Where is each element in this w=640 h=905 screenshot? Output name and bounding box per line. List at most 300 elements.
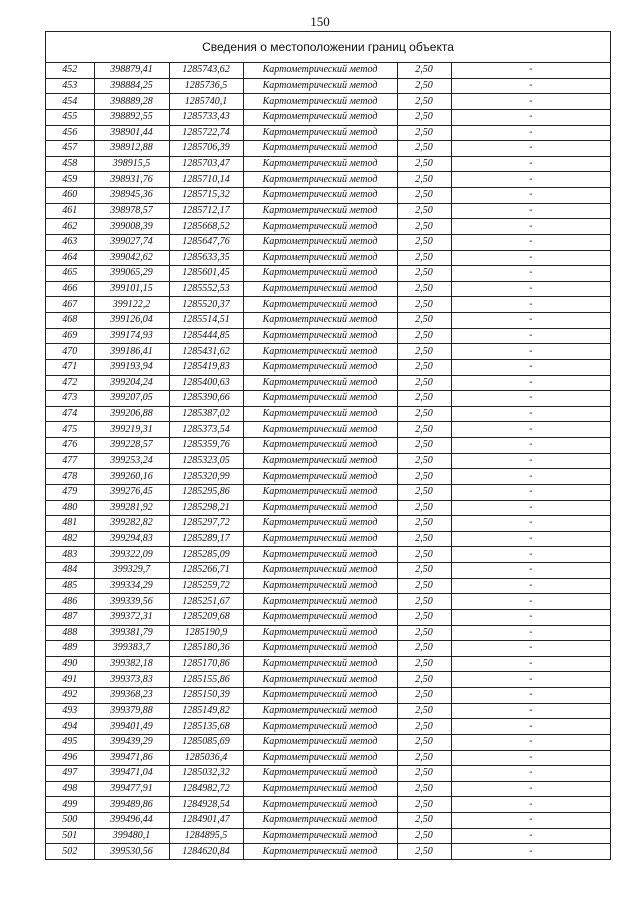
y-coordinate-cell: 1285703,47: [169, 156, 243, 172]
y-coordinate-cell: 1285359,76: [169, 438, 243, 454]
table-row: [46, 266, 610, 282]
point-number-cell: 472: [46, 375, 94, 391]
point-number-cell: 467: [46, 297, 94, 313]
description-cell: -: [451, 641, 610, 657]
x-coordinate-cell: 399281,92: [94, 500, 169, 516]
method-cell: Картометрический метод: [243, 63, 397, 78]
table-row: [46, 547, 610, 563]
point-number-cell: 487: [46, 609, 94, 625]
method-cell: Картометрический метод: [243, 344, 397, 360]
y-coordinate-cell: 1285400,63: [169, 375, 243, 391]
x-coordinate-cell: 398978,57: [94, 203, 169, 219]
precision-cell: 2,50: [397, 188, 451, 204]
table-row: [46, 391, 610, 407]
x-coordinate-cell: 399496,44: [94, 813, 169, 829]
precision-cell: 2,50: [397, 578, 451, 594]
y-coordinate-cell: 1285320,99: [169, 469, 243, 485]
precision-cell: 2,50: [397, 563, 451, 579]
precision-cell: 2,50: [397, 734, 451, 750]
method-cell: Картометрический метод: [243, 375, 397, 391]
table-row: [46, 172, 610, 188]
method-cell: Картометрический метод: [243, 641, 397, 657]
x-coordinate-cell: 399219,31: [94, 422, 169, 438]
x-coordinate-cell: 399122,2: [94, 297, 169, 313]
method-cell: Картометрический метод: [243, 453, 397, 469]
point-number-cell: 463: [46, 234, 94, 250]
x-coordinate-cell: 399383,7: [94, 641, 169, 657]
method-cell: Картометрический метод: [243, 78, 397, 94]
precision-cell: 2,50: [397, 359, 451, 375]
method-cell: Картометрический метод: [243, 94, 397, 110]
method-cell: Картометрический метод: [243, 234, 397, 250]
table-row: [46, 234, 610, 250]
x-coordinate-cell: 399282,82: [94, 516, 169, 532]
method-cell: Картометрический метод: [243, 219, 397, 235]
description-cell: -: [451, 219, 610, 235]
precision-cell: 2,50: [397, 219, 451, 235]
x-coordinate-cell: 399471,04: [94, 766, 169, 782]
precision-cell: 2,50: [397, 844, 451, 859]
table-row: [46, 672, 610, 688]
table-row: [46, 766, 610, 782]
description-cell: -: [451, 359, 610, 375]
table-row: [46, 203, 610, 219]
point-number-cell: 490: [46, 656, 94, 672]
precision-cell: 2,50: [397, 250, 451, 266]
x-coordinate-cell: 398892,55: [94, 109, 169, 125]
table-row: [46, 750, 610, 766]
x-coordinate-cell: 399379,88: [94, 703, 169, 719]
y-coordinate-cell: 1284928,54: [169, 797, 243, 813]
description-cell: -: [451, 547, 610, 563]
method-cell: Картометрический метод: [243, 250, 397, 266]
y-coordinate-cell: 1285295,86: [169, 484, 243, 500]
y-coordinate-cell: 1285251,67: [169, 594, 243, 610]
method-cell: Картометрический метод: [243, 828, 397, 844]
y-coordinate-cell: 1285736,5: [169, 78, 243, 94]
method-cell: Картометрический метод: [243, 516, 397, 532]
table-row: [46, 578, 610, 594]
x-coordinate-cell: 399382,18: [94, 656, 169, 672]
x-coordinate-cell: 399228,57: [94, 438, 169, 454]
y-coordinate-cell: 1285710,14: [169, 172, 243, 188]
description-cell: -: [451, 844, 610, 859]
description-cell: -: [451, 625, 610, 641]
point-number-cell: 489: [46, 641, 94, 657]
table-row: [46, 563, 610, 579]
point-number-cell: 459: [46, 172, 94, 188]
x-coordinate-cell: 399322,09: [94, 547, 169, 563]
table-row: [46, 500, 610, 516]
y-coordinate-cell: 1285150,39: [169, 688, 243, 704]
table-row: [46, 516, 610, 532]
y-coordinate-cell: 1285149,82: [169, 703, 243, 719]
table-row: [46, 828, 610, 844]
point-number-cell: 471: [46, 359, 94, 375]
table-row: [46, 844, 610, 859]
description-cell: -: [451, 750, 610, 766]
table-row: [46, 609, 610, 625]
point-number-cell: 484: [46, 563, 94, 579]
method-cell: Картометрический метод: [243, 500, 397, 516]
point-number-cell: 499: [46, 797, 94, 813]
description-cell: -: [451, 188, 610, 204]
y-coordinate-cell: 1285298,21: [169, 500, 243, 516]
description-cell: -: [451, 672, 610, 688]
point-number-cell: 500: [46, 813, 94, 829]
method-cell: Картометрический метод: [243, 578, 397, 594]
method-cell: Картометрический метод: [243, 672, 397, 688]
table-row: [46, 703, 610, 719]
table-row: [46, 281, 610, 297]
x-coordinate-cell: 398884,25: [94, 78, 169, 94]
x-coordinate-cell: 399373,83: [94, 672, 169, 688]
y-coordinate-cell: 1285170,86: [169, 656, 243, 672]
y-coordinate-cell: 1285266,71: [169, 563, 243, 579]
table-row: [46, 78, 610, 94]
description-cell: -: [451, 703, 610, 719]
method-cell: Картометрический метод: [243, 297, 397, 313]
point-number-cell: 469: [46, 328, 94, 344]
precision-cell: 2,50: [397, 63, 451, 78]
y-coordinate-cell: 1285601,45: [169, 266, 243, 282]
point-number-cell: 474: [46, 406, 94, 422]
x-coordinate-cell: 398879,41: [94, 63, 169, 78]
y-coordinate-cell: 1285180,36: [169, 641, 243, 657]
y-coordinate-cell: 1285444,85: [169, 328, 243, 344]
y-coordinate-cell: 1285297,72: [169, 516, 243, 532]
description-cell: -: [451, 109, 610, 125]
point-number-cell: 456: [46, 125, 94, 141]
precision-cell: 2,50: [397, 94, 451, 110]
description-cell: -: [451, 313, 610, 329]
description-cell: -: [451, 94, 610, 110]
point-number-cell: 486: [46, 594, 94, 610]
method-cell: Картометрический метод: [243, 531, 397, 547]
point-number-cell: 501: [46, 828, 94, 844]
point-number-cell: 461: [46, 203, 94, 219]
table-row: [46, 297, 610, 313]
precision-cell: 2,50: [397, 156, 451, 172]
description-cell: -: [451, 203, 610, 219]
point-number-cell: 470: [46, 344, 94, 360]
y-coordinate-cell: 1285431,62: [169, 344, 243, 360]
x-coordinate-cell: 399207,05: [94, 391, 169, 407]
method-cell: Картометрический метод: [243, 156, 397, 172]
precision-cell: 2,50: [397, 141, 451, 157]
description-cell: -: [451, 609, 610, 625]
description-cell: -: [451, 656, 610, 672]
point-number-cell: 457: [46, 141, 94, 157]
method-cell: Картометрический метод: [243, 141, 397, 157]
description-cell: -: [451, 688, 610, 704]
y-coordinate-cell: 1285190,9: [169, 625, 243, 641]
method-cell: Картометрический метод: [243, 703, 397, 719]
point-number-cell: 468: [46, 313, 94, 329]
table-row: [46, 688, 610, 704]
y-coordinate-cell: 1285722,74: [169, 125, 243, 141]
precision-cell: 2,50: [397, 266, 451, 282]
x-coordinate-cell: 399339,56: [94, 594, 169, 610]
y-coordinate-cell: 1285715,32: [169, 188, 243, 204]
precision-cell: 2,50: [397, 422, 451, 438]
x-coordinate-cell: 399477,91: [94, 781, 169, 797]
y-coordinate-cell: 1285085,69: [169, 734, 243, 750]
description-cell: -: [451, 234, 610, 250]
table-row: [46, 250, 610, 266]
y-coordinate-cell: 1285209,68: [169, 609, 243, 625]
precision-cell: 2,50: [397, 609, 451, 625]
point-number-cell: 465: [46, 266, 94, 282]
description-cell: -: [451, 172, 610, 188]
x-coordinate-cell: 398912,88: [94, 141, 169, 157]
x-coordinate-cell: 399008,39: [94, 219, 169, 235]
precision-cell: 2,50: [397, 297, 451, 313]
description-cell: -: [451, 469, 610, 485]
method-cell: Картометрический метод: [243, 766, 397, 782]
description-cell: -: [451, 484, 610, 500]
description-cell: -: [451, 719, 610, 735]
precision-cell: 2,50: [397, 703, 451, 719]
precision-cell: 2,50: [397, 78, 451, 94]
table-row: [46, 375, 610, 391]
description-cell: -: [451, 250, 610, 266]
table-row: [46, 125, 610, 141]
x-coordinate-cell: 399294,83: [94, 531, 169, 547]
description-cell: -: [451, 125, 610, 141]
point-number-cell: 473: [46, 391, 94, 407]
y-coordinate-cell: 1285520,37: [169, 297, 243, 313]
description-cell: -: [451, 344, 610, 360]
description-cell: -: [451, 391, 610, 407]
x-coordinate-cell: 399334,29: [94, 578, 169, 594]
table-row: [46, 328, 610, 344]
method-cell: Картометрический метод: [243, 422, 397, 438]
precision-cell: 2,50: [397, 594, 451, 610]
table-row: [46, 406, 610, 422]
table-row: [46, 219, 610, 235]
method-cell: Картометрический метод: [243, 266, 397, 282]
x-coordinate-cell: 399530,56: [94, 844, 169, 859]
x-coordinate-cell: 399329,7: [94, 563, 169, 579]
point-number-cell: 496: [46, 750, 94, 766]
description-cell: -: [451, 141, 610, 157]
x-coordinate-cell: 399065,29: [94, 266, 169, 282]
table-row: [46, 656, 610, 672]
y-coordinate-cell: 1285668,52: [169, 219, 243, 235]
precision-cell: 2,50: [397, 391, 451, 407]
description-cell: -: [451, 516, 610, 532]
precision-cell: 2,50: [397, 453, 451, 469]
description-cell: -: [451, 406, 610, 422]
method-cell: Картометрический метод: [243, 328, 397, 344]
description-cell: -: [451, 438, 610, 454]
table-row: [46, 109, 610, 125]
table-row: [46, 453, 610, 469]
table-row: [46, 781, 610, 797]
y-coordinate-cell: 1285743,62: [169, 63, 243, 78]
precision-cell: 2,50: [397, 375, 451, 391]
method-cell: Картометрический метод: [243, 484, 397, 500]
point-number-cell: 452: [46, 63, 94, 78]
description-cell: -: [451, 453, 610, 469]
y-coordinate-cell: 1285633,35: [169, 250, 243, 266]
point-number-cell: 480: [46, 500, 94, 516]
precision-cell: 2,50: [397, 516, 451, 532]
y-coordinate-cell: 1285155,86: [169, 672, 243, 688]
method-cell: Картометрический метод: [243, 203, 397, 219]
precision-cell: 2,50: [397, 172, 451, 188]
x-coordinate-cell: 398945,36: [94, 188, 169, 204]
x-coordinate-cell: 398931,76: [94, 172, 169, 188]
table-row: [46, 594, 610, 610]
method-cell: Картометрический метод: [243, 188, 397, 204]
method-cell: Картометрический метод: [243, 813, 397, 829]
point-number-cell: 495: [46, 734, 94, 750]
method-cell: Картометрический метод: [243, 438, 397, 454]
method-cell: Картометрический метод: [243, 750, 397, 766]
table-row: [46, 719, 610, 735]
point-number-cell: 491: [46, 672, 94, 688]
table-row: [46, 625, 610, 641]
precision-cell: 2,50: [397, 469, 451, 485]
x-coordinate-cell: 399204,24: [94, 375, 169, 391]
x-coordinate-cell: 399381,79: [94, 625, 169, 641]
x-coordinate-cell: 399439,29: [94, 734, 169, 750]
description-cell: -: [451, 78, 610, 94]
description-cell: -: [529, 64, 533, 76]
point-number-cell: 478: [46, 469, 94, 485]
precision-cell: 2,50: [397, 125, 451, 141]
y-coordinate-cell: 1285552,53: [169, 281, 243, 297]
table-row: [46, 188, 610, 204]
method-cell: Картометрический метод: [243, 734, 397, 750]
x-coordinate-cell: 399253,24: [94, 453, 169, 469]
table-row: [46, 531, 610, 547]
y-coordinate-cell: 1285712,17: [169, 203, 243, 219]
description-cell: -: [451, 828, 610, 844]
coordinates-table-body: [46, 63, 610, 859]
x-coordinate-cell: 399276,45: [94, 484, 169, 500]
precision-cell: 2,50: [397, 109, 451, 125]
description-cell: -: [451, 531, 610, 547]
method-cell: Картометрический метод: [243, 594, 397, 610]
x-coordinate-cell: 399206,88: [94, 406, 169, 422]
x-coordinate-cell: 399480,1: [94, 828, 169, 844]
y-coordinate-cell: 1285740,1: [169, 94, 243, 110]
precision-cell: 2,50: [397, 500, 451, 516]
method-cell: Картометрический метод: [243, 406, 397, 422]
precision-cell: 2,50: [397, 203, 451, 219]
y-coordinate-cell: 1284620,84: [169, 844, 243, 859]
x-coordinate-cell: 399174,93: [94, 328, 169, 344]
precision-cell: 2,50: [397, 641, 451, 657]
table-row: [46, 484, 610, 500]
precision-cell: 2,50: [397, 688, 451, 704]
precision-cell: 2,50: [397, 625, 451, 641]
precision-cell: 2,50: [397, 313, 451, 329]
table-row: [46, 438, 610, 454]
point-number-cell: 475: [46, 422, 94, 438]
method-cell: Картометрический метод: [243, 656, 397, 672]
precision-cell: 2,50: [397, 234, 451, 250]
y-coordinate-cell: 1284982,72: [169, 781, 243, 797]
precision-cell: 2,50: [397, 406, 451, 422]
table-row: [46, 422, 610, 438]
description-cell: -: [451, 781, 610, 797]
point-number-cell: 498: [46, 781, 94, 797]
y-coordinate-cell: 1285289,17: [169, 531, 243, 547]
method-cell: Картометрический метод: [243, 609, 397, 625]
description-cell: -: [451, 766, 610, 782]
table-title: Сведения о местоположении границ объекта: [46, 32, 610, 63]
point-number-cell: 453: [46, 78, 94, 94]
boundary-table-frame: [45, 31, 611, 860]
description-cell: -: [451, 281, 610, 297]
x-coordinate-cell: 398901,44: [94, 125, 169, 141]
description-cell: -: [451, 156, 610, 172]
y-coordinate-cell: 1285733,43: [169, 109, 243, 125]
method-cell: Картометрический метод: [243, 781, 397, 797]
x-coordinate-cell: 399368,23: [94, 688, 169, 704]
method-cell: Картометрический метод: [243, 563, 397, 579]
method-cell: Картометрический метод: [243, 469, 397, 485]
method-cell: Картометрический метод: [243, 391, 397, 407]
coordinates-table: [46, 63, 610, 859]
precision-cell: 2,50: [397, 328, 451, 344]
precision-cell: 2,50: [397, 547, 451, 563]
precision-cell: 2,50: [397, 484, 451, 500]
x-coordinate-cell: 398915,5: [94, 156, 169, 172]
method-cell: Картометрический метод: [243, 172, 397, 188]
point-number-cell: 477: [46, 453, 94, 469]
description-cell: -: [451, 594, 610, 610]
y-coordinate-cell: 1285032,32: [169, 766, 243, 782]
table-row: [46, 313, 610, 329]
table-row: [46, 469, 610, 485]
precision-cell: 2,50: [397, 531, 451, 547]
table-row: [46, 813, 610, 829]
y-coordinate-cell: 1285387,02: [169, 406, 243, 422]
precision-cell: 2,50: [397, 344, 451, 360]
x-coordinate-cell: 399186,41: [94, 344, 169, 360]
point-number-cell: 497: [46, 766, 94, 782]
description-cell: -: [451, 297, 610, 313]
method-cell: Картометрический метод: [243, 625, 397, 641]
method-cell: Картометрический метод: [243, 547, 397, 563]
page-number: 150: [310, 14, 330, 29]
y-coordinate-cell: 1285390,66: [169, 391, 243, 407]
point-number-cell: 483: [46, 547, 94, 563]
point-number-cell: 455: [46, 109, 94, 125]
x-coordinate-cell: 399101,15: [94, 281, 169, 297]
y-coordinate-cell: 1285135,68: [169, 719, 243, 735]
precision-cell: 2,50: [397, 719, 451, 735]
method-cell: Картометрический метод: [243, 797, 397, 813]
table-row: [46, 734, 610, 750]
point-number-cell: 485: [46, 578, 94, 594]
y-coordinate-cell: 1285647,76: [169, 234, 243, 250]
precision-cell: 2,50: [397, 766, 451, 782]
precision-cell: 2,50: [397, 438, 451, 454]
description-cell: -: [451, 375, 610, 391]
y-coordinate-cell: 1285036,4: [169, 750, 243, 766]
method-cell: Картометрический метод: [243, 844, 397, 859]
precision-cell: 2,50: [397, 656, 451, 672]
point-number-cell: 458: [46, 156, 94, 172]
precision-cell: 2,50: [397, 781, 451, 797]
table-row: [46, 359, 610, 375]
